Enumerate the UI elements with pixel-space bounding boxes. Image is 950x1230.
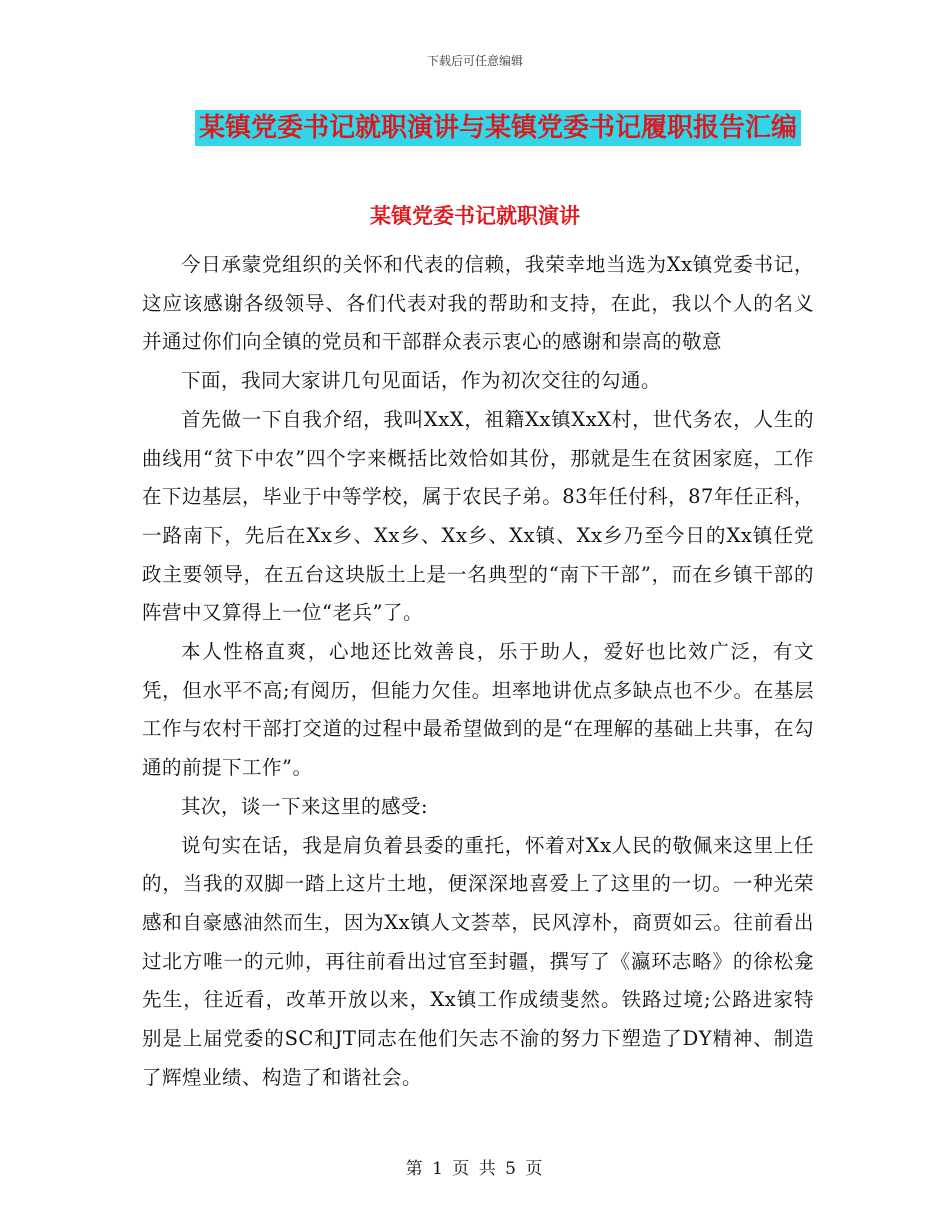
- paragraph: 下面，我同大家讲几句见面话，作为初次交往的勾通。: [181, 369, 662, 393]
- paragraph: 本人性格直爽，心地还比效善良，乐于助人，爱好也比效广泛，有文凭，但水平不高;有阅历，但能力欠佳。坦率地讲优点多缺点也不少。在基层工作与农村干部打交道的过程中最希望做到的是“在理解的基础上共事，在勾通的前提下工作”。: [142, 640, 814, 780]
- page-header-note: 下载后可任意编辑: [426, 54, 523, 68]
- section-title: 某镇党委书记就职演讲: [370, 204, 580, 228]
- paragraph: 其次，谈一下来这里的感受:: [181, 794, 429, 818]
- document-title: 某镇党委书记就职演讲与某镇党委书记履职报告汇编: [195, 110, 801, 146]
- paragraph: 说句实在话，我是肩负着县委的重托，怀着对Xx人民的敬佩来这里上任的，当我的双脚一踏上这片土地，便深深地喜爱上了这里的一切。一种光荣感和自豪感油然而生，因为Xx镇人文荟萃，民风淳朴，商贾如云。往前看出过北方唯一的元帅，再往前看出过官至封疆，撰写了《瀛环志略》的徐松龛先生，往近看，改革开放以来，Xx镇工作成绩斐然。铁路过境;公路进家特别是上届党委的SC和JT同志在他们矢志不渝的努力下塑造了DY精神、制造了辉煌业绩、构造了和谐社会。: [142, 833, 814, 1089]
- paragraph: 首先做一下自我介绍，我叫XxX，祖籍Xx镇XxX村，世代务农，人生的曲线用“贫下中农”四个字来概括比效恰如其份，那就是生在贫困家庭，工作在下边基层，毕业于中等学校，属于农民子弟。83年任付科，87年任正科，一路南下，先后在Xx乡、Xx乡、Xx乡、Xx镇、Xx乡乃至今日的Xx镇任党政主要领导，在五台这块版土上是一名典型的“南下干部”，而在乡镇干部的阵营中又算得上一位“老兵”了。: [142, 407, 814, 625]
- paragraph: 今日承蒙党组织的关怀和代表的信赖，我荣幸地当选为Xx镇党委书记，这应该感谢各级领导、各们代表对我的帮助和支持，在此，我以个人的名义并通过你们向全镇的党员和干部群众表示衷心的感谢和崇高的敬意: [142, 253, 814, 354]
- page-number: 第 1 页 共 5 页: [405, 1159, 545, 1179]
- document-title-wrap: [0, 110, 950, 146]
- document-body: [142, 246, 814, 1097]
